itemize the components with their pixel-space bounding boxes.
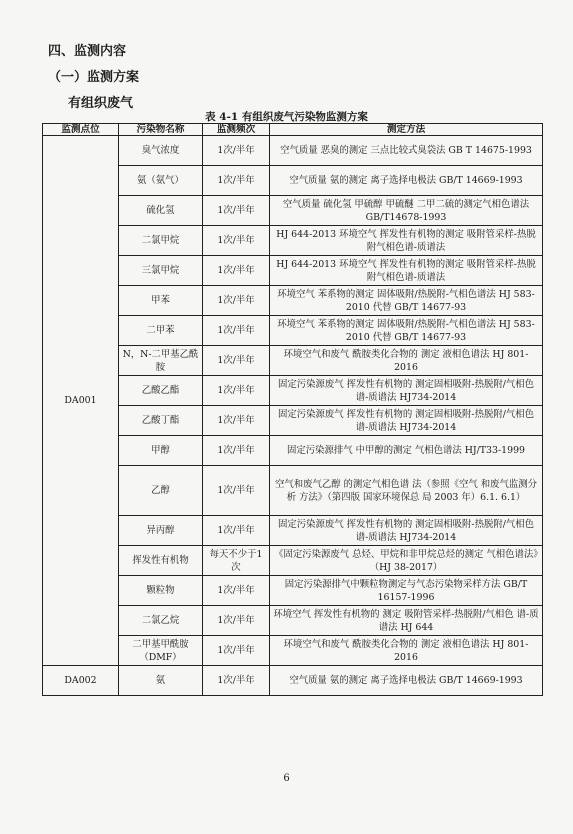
frequency-cell: 1次/半年	[203, 436, 270, 466]
frequency-cell: 1次/半年	[203, 606, 270, 636]
method-cell: 固定污染源废气 挥发性有机物的 测定固相吸附-热脱附/气相色 谱-质谱法 HJ734-2014	[270, 516, 543, 546]
subsection-heading: （一）监测方案	[48, 70, 140, 85]
pollutant-cell: 乙酸乙酯	[119, 376, 203, 406]
method-cell: 环境空气 苯系物的测定 固体吸附/热脱附-气相色谱法 HJ 583-2010 代替 GB/T 14677-93	[270, 316, 543, 346]
table-caption: 表 4-1 有组织废气污染物监测方案	[205, 111, 368, 123]
method-cell: 固定污染源废气 挥发性有机物的 测定固相吸附-热脱附/气相色谱-质谱法 HJ734-2014	[270, 376, 543, 406]
table-header-row	[43, 124, 543, 136]
method-cell: 固定污染源废气 挥发性有机物的 测定固相吸附-热脱附/气相色谱-质谱法 HJ734-2014	[270, 406, 543, 436]
page-number: 6	[283, 773, 290, 784]
frequency-cell: 1次/半年	[203, 196, 270, 226]
method-cell: 《固定污染源废气 总烃、甲烷和非甲烷总烃的测定 气相色谱法》（HJ 38-2017）	[270, 546, 543, 576]
pollutant-cell: N，N-二甲基乙酰胺	[119, 346, 203, 376]
pollutant-cell: 二氯乙烷	[119, 606, 203, 636]
frequency-cell: 1次/半年	[203, 636, 270, 666]
pollutant-cell: 二氯甲烷	[119, 226, 203, 256]
method-cell: HJ 644-2013 环境空气 挥发性有机物的测定 吸附管采样-热脱附气相色谱-质谱法	[270, 226, 543, 256]
frequency-cell: 1次/半年	[203, 286, 270, 316]
method-cell: 空气质量 氨的测定 离子选择电极法 GB/T 14669-1993	[270, 666, 543, 696]
monitoring-point-cell: DA001	[43, 136, 119, 666]
table-row	[43, 666, 543, 696]
monitoring-table	[42, 123, 543, 696]
table-row	[43, 136, 543, 166]
pollutant-cell: 二甲苯	[119, 316, 203, 346]
frequency-cell: 1次/半年	[203, 466, 270, 516]
frequency-cell: 1次/半年	[203, 346, 270, 376]
pollutant-cell: 挥发性有机物	[119, 546, 203, 576]
pollutant-cell: 三氯甲烷	[119, 256, 203, 286]
frequency-cell: 1次/半年	[203, 376, 270, 406]
frequency-cell: 1次/半年	[203, 166, 270, 196]
pollutant-cell: 氨	[119, 666, 203, 696]
method-cell: 固定污染源排气 中甲醇的测定 气相色谱法 HJ/T33-1999	[270, 436, 543, 466]
pollutant-cell: 硫化氢	[119, 196, 203, 226]
frequency-cell: 1次/半年	[203, 406, 270, 436]
method-cell: 环境空气 挥发性有机物的 测定 吸附管采样-热脱附/气相色 谱-质谱法 HJ 644	[270, 606, 543, 636]
method-cell: 环境空气 苯系物的测定 固体吸附/热脱附-气相色谱法 HJ 583-2010 代替 GB/T 14677-93	[270, 286, 543, 316]
method-cell: HJ 644-2013 环境空气 挥发性有机物的测定 吸附管采样-热脱附气相色谱-质谱法	[270, 256, 543, 286]
frequency-cell: 1次/半年	[203, 316, 270, 346]
header-frequency: 监测频次	[203, 124, 270, 136]
frequency-cell: 1次/半年	[203, 226, 270, 256]
method-cell: 空气质量 硫化氢 甲硫醇 甲硫醚 二甲二硫的测定气相色谱法 GB/T14678-1993	[270, 196, 543, 226]
pollutant-cell: 颗粒物	[119, 576, 203, 606]
method-cell: 固定污染源排气中颗粒物测定与气态污染物采样方法 GB/T 16157-1996	[270, 576, 543, 606]
pollutant-cell: 异丙醇	[119, 516, 203, 546]
pollutant-cell: 乙酸丁酯	[119, 406, 203, 436]
method-cell: 空气质量 氨的测定 离子选择电极法 GB/T 14669-1993	[270, 166, 543, 196]
frequency-cell: 1次/半年	[203, 576, 270, 606]
header-method: 测定方法	[270, 124, 543, 136]
pollutant-cell: 二甲基甲酰胺（DMF）	[119, 636, 203, 666]
frequency-cell: 1次/半年	[203, 256, 270, 286]
frequency-cell: 1次/半年	[203, 136, 270, 166]
frequency-cell: 1次/半年	[203, 666, 270, 696]
section-heading: 四、监测内容	[48, 44, 127, 59]
pollutant-cell: 乙醇	[119, 466, 203, 516]
subsubsection-heading: 有组织废气	[68, 96, 134, 111]
frequency-cell: 每天不少于1次	[203, 546, 270, 576]
monitoring-point-cell: DA002	[43, 666, 119, 696]
pollutant-cell: 甲醇	[119, 436, 203, 466]
pollutant-cell: 氨（氨气）	[119, 166, 203, 196]
pollutant-cell: 甲苯	[119, 286, 203, 316]
method-cell: 空气和废气乙醇 的测定气相色谱 法（参照《空气 和废气监测分析 方法》（第四版 国家环境保总 局 2003 年）6.1. 6.1）	[270, 466, 543, 516]
pollutant-cell: 臭气浓度	[119, 136, 203, 166]
method-cell: 环境空气和废气 酰胺类化合物的 测定 液相色谱法 HJ 801-2016	[270, 346, 543, 376]
table-body	[43, 136, 543, 696]
frequency-cell: 1次/半年	[203, 516, 270, 546]
header-pollutant: 污染物名称	[119, 124, 203, 136]
method-cell: 环境空气和废气 酰胺类化合物的 测定 液相色谱法 HJ 801-2016	[270, 636, 543, 666]
header-point: 监测点位	[43, 124, 119, 136]
method-cell: 空气质量 恶臭的测定 三点比较式臭袋法 GB T 14675-1993	[270, 136, 543, 166]
